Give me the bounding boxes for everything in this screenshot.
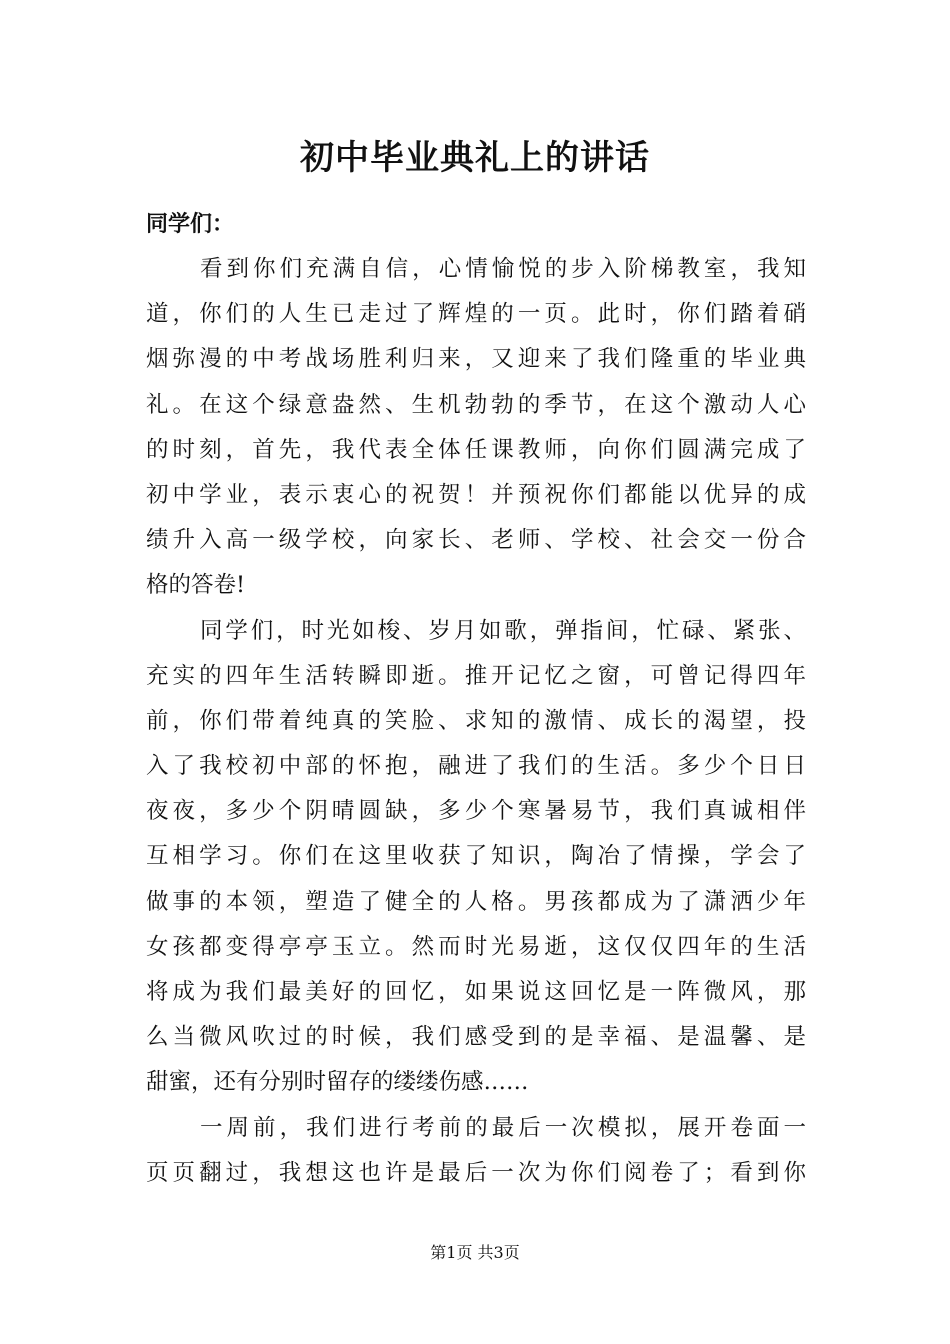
text-line: 的时刻，首先，我代表全体任课教师，向你们圆满完成了: [146, 436, 806, 463]
page-footer: 第1页 共3页: [430, 1243, 520, 1262]
text-line: 绩升入高一级学校，向家长、老师、学校、社会交一份合: [146, 527, 806, 554]
text-line: 看到你们充满自信，心情愉悦的步入阶梯教室，我知: [200, 256, 806, 282]
text-line: 格的答卷!: [146, 572, 246, 599]
text-line: 甜蜜，还有分别时留存的缕缕伤感……: [146, 1069, 529, 1096]
text-line: 将成为我们最美好的回忆，如果说这回忆是一阵微风，那: [146, 979, 806, 1005]
body-text: [146, 247, 806, 1196]
page-title: 初中毕业典礼上的讲话: [300, 138, 650, 178]
text-line: 女孩都变得亭亭玉立。然而时光易逝，这仅仅四年的生活: [146, 933, 806, 960]
text-line: 做事的本领，塑造了健全的人格。男孩都成为了潇洒少年: [146, 888, 806, 915]
text-line: 烟弥漫的中考战场胜利归来，又迎来了我们隆重的毕业典: [146, 346, 806, 373]
text-line: 初中学业，表示衷心的祝贺！并预祝你们都能以优异的成: [146, 481, 806, 508]
text-line: 礼。在这个绿意盎然、生机勃勃的季节，在这个激动人心: [146, 391, 806, 418]
text-line: 充实的四年生活转瞬即逝。推开记忆之窗，可曾记得四年: [146, 662, 806, 689]
text-line: 同学们，时光如梭、岁月如歌，弹指间，忙碌、紧张、: [200, 617, 806, 644]
text-line: 么当微风吹过的时候，我们感受到的是幸福、是温馨、是: [146, 1024, 806, 1051]
text-line: 互相学习。你们在这里收获了知识，陶冶了情操，学会了: [146, 843, 806, 870]
text-line: 夜夜，多少个阴晴圆缺，多少个寒暑易节，我们真诚相伴: [146, 798, 806, 825]
text-line: 一周前，我们进行考前的最后一次模拟，展开卷面一: [200, 1114, 806, 1141]
text-line: 前，你们带着纯真的笑脸、求知的激情、成长的渴望，投: [146, 707, 806, 734]
text-line: 道，你们的人生已走过了辉煌的一页。此时，你们踏着硝: [146, 301, 806, 328]
salutation: 同学们：: [146, 211, 235, 237]
text-line: 页页翻过，我想这也许是最后一次为你们阅卷了；看到你: [146, 1159, 806, 1186]
text-line: 入了我校初中部的怀抱，融进了我们的生活。多少个日日: [146, 753, 806, 780]
